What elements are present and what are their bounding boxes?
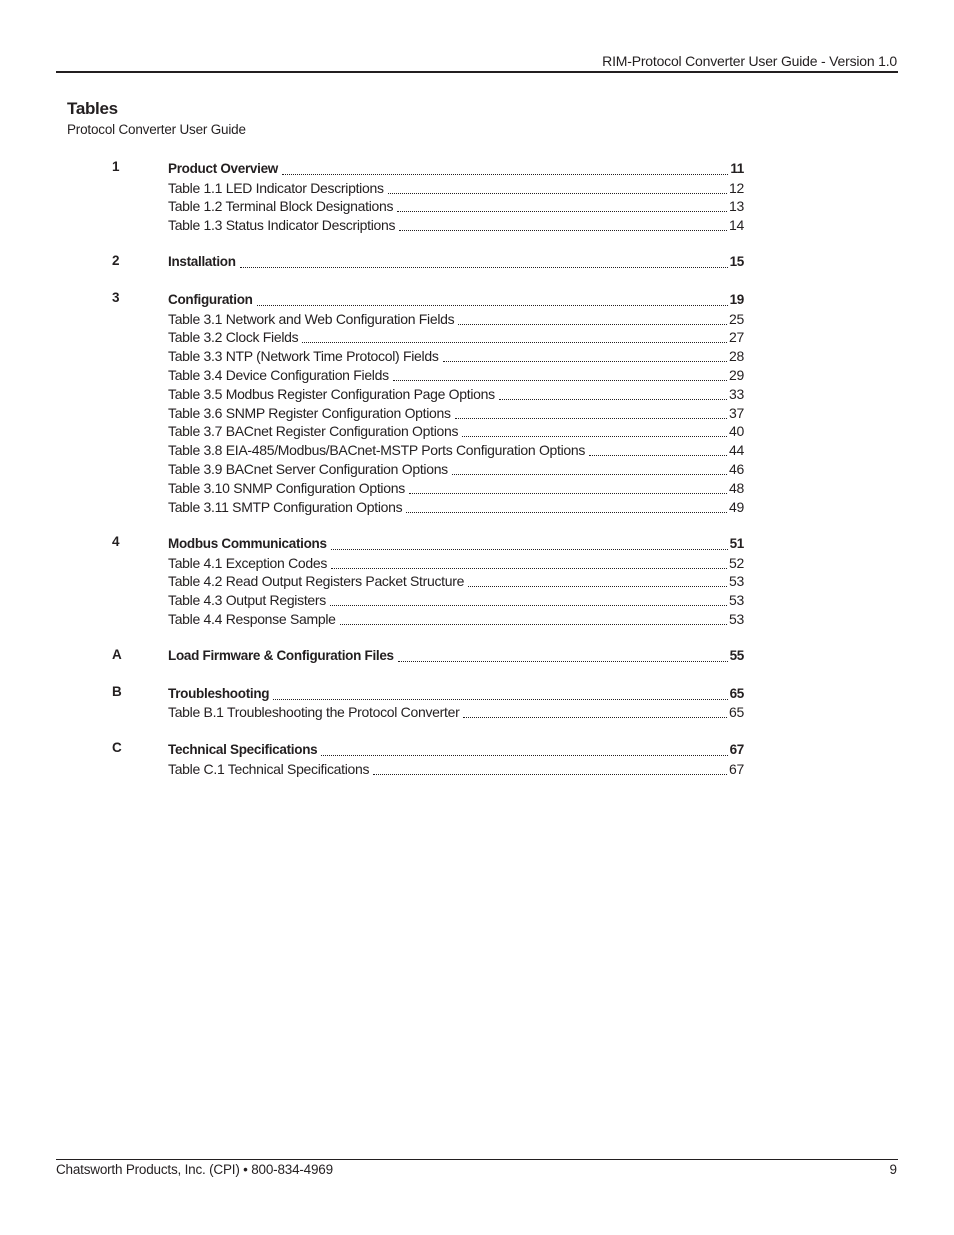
table-entry-label: Table 1.1 LED Indicator Descriptions [168, 179, 388, 197]
chapter-page-number: 65 [729, 685, 744, 701]
toc-section [112, 534, 744, 628]
dot-leader [409, 492, 727, 494]
table-entry-page-number: 13 [729, 198, 744, 215]
header-divider [56, 71, 898, 73]
toc-table-entry[interactable] [112, 478, 744, 497]
table-entry-page-number: 25 [729, 310, 744, 327]
table-entry-label: Table 3.2 Clock Fields [168, 328, 302, 346]
dot-leader [257, 304, 728, 306]
table-entry-label: Table B.1 Troubleshooting the Protocol Converter [168, 703, 463, 721]
table-entry-page-number: 53 [729, 611, 744, 628]
dot-leader [398, 660, 728, 662]
table-entry-page-number: 28 [729, 348, 744, 365]
chapter-number: 2 [112, 252, 120, 268]
toc-table-entry[interactable] [112, 572, 744, 591]
table-entry-page-number: 65 [729, 704, 744, 721]
toc-table-entry[interactable] [112, 553, 744, 572]
toc-table-entry[interactable] [112, 346, 744, 365]
toc-section [112, 290, 744, 516]
chapter-number: A [112, 646, 122, 662]
dot-leader [443, 360, 727, 362]
toc-table-entry[interactable] [112, 403, 744, 422]
toc-chapter-entry[interactable] [112, 253, 744, 272]
table-entry-page-number: 46 [729, 460, 744, 477]
footer-page-number: 9 [889, 1162, 897, 1177]
chapter-page-number: 67 [729, 741, 744, 757]
table-entry-label: Table 4.1 Exception Codes [168, 554, 331, 572]
table-entry-page-number: 37 [729, 404, 744, 421]
dot-leader [388, 192, 727, 194]
table-entry-page-number: 14 [729, 217, 744, 234]
running-header: RIM-Protocol Converter User Guide - Version 1.0 [602, 53, 897, 69]
table-entry-label: Table 3.3 NTP (Network Time Protocol) Fields [168, 347, 443, 365]
dot-leader [397, 210, 727, 212]
dot-leader [302, 341, 727, 343]
footer-divider [56, 1159, 898, 1160]
toc-table-entry[interactable] [112, 384, 744, 403]
dot-leader [463, 716, 727, 718]
toc-chapter-entry[interactable] [112, 647, 744, 666]
chapter-title: Product Overview [168, 160, 282, 178]
table-entry-label: Table 3.5 Modbus Register Configuration Page Options [168, 385, 499, 403]
table-entry-label: Table 3.10 SNMP Configuration Options [168, 479, 409, 497]
chapter-number: C [112, 739, 122, 755]
toc-table-entry[interactable] [112, 590, 744, 609]
toc-section [112, 159, 744, 234]
chapter-title: Modbus Communications [168, 535, 331, 553]
chapter-number: B [112, 683, 122, 699]
dot-leader [240, 266, 728, 268]
footer-company: Chatsworth Products, Inc. (CPI) • 800-834-4969 [56, 1162, 333, 1177]
table-entry-label: Table 3.6 SNMP Register Configuration Options [168, 404, 455, 422]
dot-leader [499, 398, 727, 400]
table-entry-page-number: 44 [729, 442, 744, 459]
table-entry-label: Table 3.8 EIA-485/Modbus/BACnet-MSTP Ports Configuration Options [168, 441, 589, 459]
toc-table-entry[interactable] [112, 440, 744, 459]
toc-table-entry[interactable] [112, 459, 744, 478]
chapter-number: 1 [112, 159, 120, 174]
table-entry-page-number: 49 [729, 498, 744, 515]
chapter-page-number: 55 [729, 648, 744, 664]
table-entry-page-number: 67 [729, 760, 744, 777]
toc-chapter-entry[interactable] [112, 534, 744, 553]
chapter-page-number: 11 [730, 160, 744, 176]
table-entry-label: Table 3.4 Device Configuration Fields [168, 366, 393, 384]
chapter-title: Troubleshooting [168, 685, 273, 703]
table-entry-label: Table 4.3 Output Registers [168, 591, 330, 609]
toc-section [112, 647, 744, 666]
toc-chapter-entry[interactable] [112, 159, 744, 178]
table-entry-label: Table C.1 Technical Specifications [168, 760, 373, 778]
table-entry-label: Table 3.11 SMTP Configuration Options [168, 498, 406, 516]
chapter-page-number: 19 [729, 291, 744, 307]
dot-leader [321, 754, 727, 756]
table-entry-label: Table 3.9 BACnet Server Configuration Options [168, 460, 452, 478]
dot-leader [373, 773, 727, 775]
dot-leader [273, 698, 727, 700]
page-title: Tables [67, 99, 118, 118]
toc-chapter-entry[interactable] [112, 684, 744, 703]
table-of-contents [112, 159, 744, 796]
chapter-page-number: 51 [729, 535, 744, 551]
toc-table-entry[interactable] [112, 497, 744, 516]
toc-table-entry[interactable] [112, 703, 744, 722]
table-entry-page-number: 53 [729, 592, 744, 609]
dot-leader [455, 417, 727, 419]
table-entry-label: Table 3.7 BACnet Register Configuration Options [168, 422, 462, 440]
table-entry-page-number: 52 [729, 554, 744, 571]
dot-leader [452, 473, 727, 475]
toc-section [112, 253, 744, 272]
dot-leader [331, 567, 727, 569]
chapter-number: 4 [112, 534, 120, 550]
dot-leader [330, 604, 727, 606]
dot-leader [399, 229, 727, 231]
page-subtitle: Protocol Converter User Guide [67, 122, 246, 137]
toc-table-entry[interactable] [112, 365, 744, 384]
dot-leader [331, 548, 728, 550]
table-entry-label: Table 4.4 Response Sample [168, 610, 340, 628]
table-entry-page-number: 12 [729, 179, 744, 196]
toc-table-entry[interactable] [112, 422, 744, 441]
dot-leader [393, 379, 727, 381]
dot-leader [340, 623, 727, 625]
table-entry-page-number: 29 [729, 366, 744, 383]
table-entry-page-number: 33 [729, 385, 744, 402]
toc-table-entry[interactable] [112, 178, 744, 197]
table-entry-page-number: 27 [729, 329, 744, 346]
toc-table-entry[interactable] [112, 215, 744, 234]
chapter-number: 3 [112, 289, 120, 305]
dot-leader [589, 454, 727, 456]
dot-leader [406, 511, 727, 513]
table-entry-label: Table 1.3 Status Indicator Descriptions [168, 216, 399, 234]
dot-leader [282, 173, 728, 175]
chapter-title: Installation [168, 253, 240, 271]
table-entry-label: Table 1.2 Terminal Block Designations [168, 197, 397, 215]
toc-table-entry[interactable] [112, 197, 744, 216]
toc-table-entry[interactable] [112, 328, 744, 347]
chapter-title: Load Firmware & Configuration Files [168, 647, 398, 665]
table-entry-label: Table 4.2 Read Output Registers Packet Structure [168, 572, 468, 590]
toc-table-entry[interactable] [112, 309, 744, 328]
toc-table-entry[interactable] [112, 609, 744, 628]
table-entry-label: Table 3.1 Network and Web Configuration Fields [168, 310, 458, 328]
table-entry-page-number: 53 [729, 573, 744, 590]
table-entry-page-number: 48 [729, 479, 744, 496]
toc-table-entry[interactable] [112, 759, 744, 778]
dot-leader [458, 323, 727, 325]
chapter-page-number: 15 [729, 254, 744, 270]
dot-leader [462, 435, 727, 437]
table-entry-page-number: 40 [729, 423, 744, 440]
dot-leader [468, 585, 727, 587]
chapter-title: Configuration [168, 291, 257, 309]
toc-chapter-entry[interactable] [112, 740, 744, 759]
toc-chapter-entry[interactable] [112, 290, 744, 309]
chapter-title: Technical Specifications [168, 741, 321, 759]
toc-section [112, 740, 744, 778]
toc-section [112, 684, 744, 722]
